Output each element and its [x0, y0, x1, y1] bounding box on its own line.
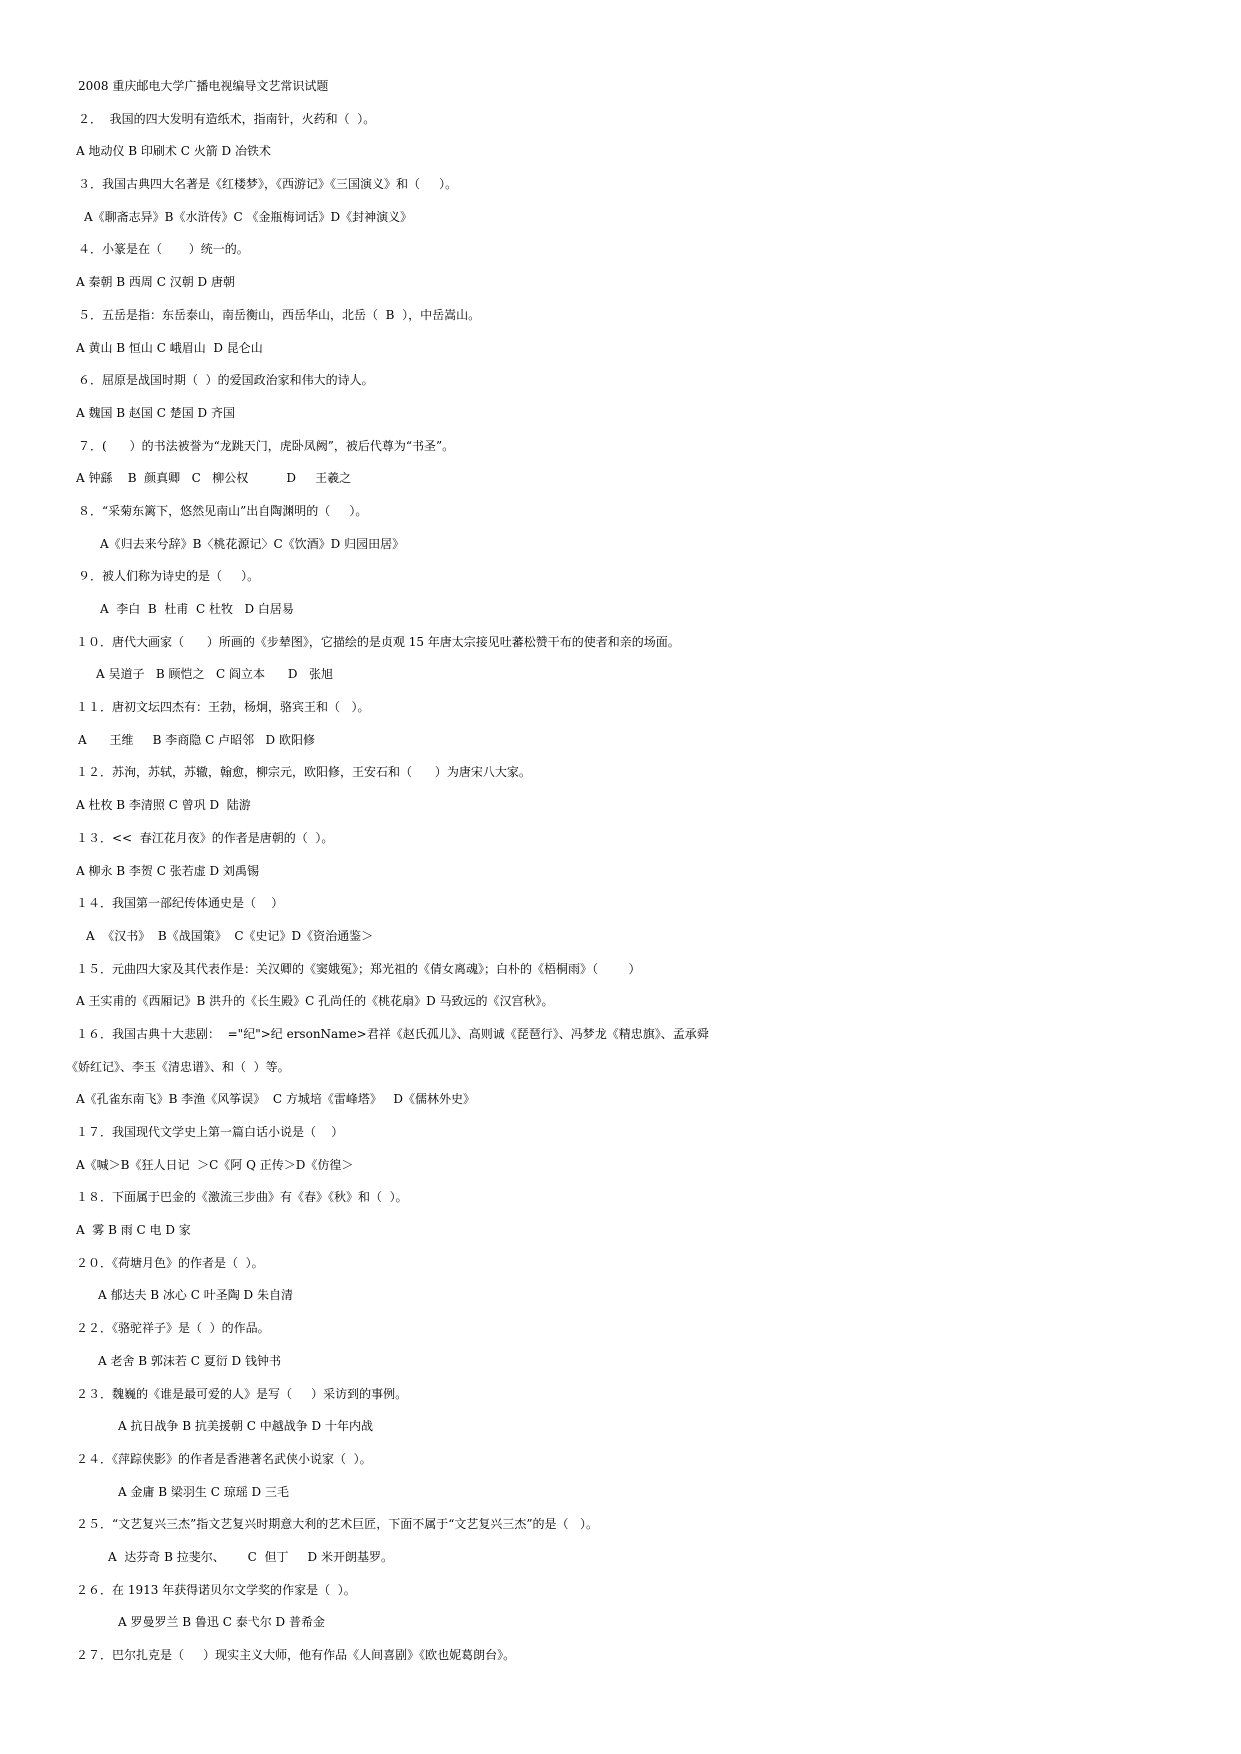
- text-line: A 达芬奇 B 拉斐尔、 C 但丁 D 米开朗基罗。: [108, 1549, 393, 1564]
- text-line: A 王维 B 李商隐 C 卢昭邻 D 欧阳修: [78, 732, 315, 747]
- text-line: ２． 我国的四大发明有造纸术，指南针，火药和（ ）。: [78, 111, 376, 126]
- text-line: ８．“采菊东篱下，悠然见南山”出自陶渊明的（ ）。: [78, 503, 368, 518]
- text-line: A《孔雀东南飞》B 李渔《风筝误》 C 方城培《雷峰塔》 D《儒林外史》: [76, 1092, 475, 1107]
- text-line: １４．我国第一部纪传体通史是（ ）: [76, 896, 284, 911]
- text-line: A 罗曼罗兰 B 鲁迅 C 泰弋尔 D 普希金: [118, 1615, 325, 1630]
- text-line: A 李白 B 杜甫 C 杜牧 D 白居易: [100, 602, 294, 616]
- text-line: ５．五岳是指：东岳泰山，南岳衡山，西岳华山，北岳（ B ），中岳嵩山。: [78, 307, 481, 322]
- text-line: ２２．《骆驼祥子》是（ ）的作品。: [76, 1321, 270, 1336]
- text-line: １２．苏洵，苏轼，苏辙，翰愈，柳宗元，欧阳修，王安石和（ ）为唐宋八大家。: [76, 765, 531, 780]
- text-line: A 雾 B 雨 C 电 D 家: [76, 1223, 191, 1238]
- text-line: A 吴道子 B 顾恺之 C 阎立本 D 张旭: [96, 667, 333, 682]
- document-body: [0, 70, 1241, 1672]
- text-line: １８．下面属于巴金的《激流三步曲》有《春》《秋》和（ ）。: [76, 1190, 408, 1205]
- text-line: A 《汉书》 B《战国策》 C《史记》D《资治通鉴＞: [86, 928, 374, 943]
- text-line: ４．小篆是在（ ）统一的。: [78, 242, 249, 257]
- text-line: A《喊＞B《狂人日记 ＞C《阿 Q 正传＞D《仿徨＞: [76, 1157, 354, 1172]
- text-line: A 黄山 B 恒山 C 峨眉山 D 昆仑山: [76, 340, 263, 355]
- text-line: ２０．《荷塘月色》的作者是（ ）。: [76, 1255, 264, 1270]
- document-title: 2008 重庆邮电大学广播电视编导文艺常识试题: [78, 79, 329, 93]
- text-line: ２７．巴尔扎克是（ ）现实主义大师，他有作品《人间喜剧》《欧也妮葛朗台》。: [76, 1648, 516, 1662]
- text-line: A 杜枚 B 李清照 C 曾巩 D 陆游: [76, 798, 251, 813]
- text-line: A 郁达夫 B 冰心 C 叶圣陶 D 朱自清: [98, 1288, 293, 1303]
- text-line: ６．屈原是战国时期（ ）的爱国政治家和伟大的诗人。: [78, 373, 374, 388]
- text-line: A 抗日战争 B 抗美援朝 C 中越战争 D 十年内战: [118, 1419, 373, 1434]
- text-line: １３．<< 春江花月夜》的作者是唐朝的（ ）。: [76, 830, 334, 845]
- text-line: A 老舍 B 郭沫若 C 夏衍 D 钱钟书: [98, 1353, 281, 1368]
- text-line: A 柳永 B 李贺 C 张若虚 D 刘禹锡: [76, 863, 259, 878]
- text-line: A 地动仪 B 印刷术 C 火箭 D 冶铁术: [76, 144, 271, 159]
- text-line: １５．元曲四大家及其代表作是：关汉卿的《窦娥冤》；郑光祖的《倩女离魂》；白朴的《梧桐雨》（ ）: [76, 961, 641, 976]
- text-line: 《娇红记》、李玉《清忠谱》、和（ ）等。: [66, 1059, 290, 1074]
- text-line: A《聊斋志异》B《水浒传》C 《金瓶梅词话》D《封神演义》: [84, 209, 413, 224]
- text-line: １７．我国现代文学史上第一篇白话小说是（ ）: [76, 1125, 344, 1139]
- text-line: ７．( ）的书法被誉为“龙跳天门，虎卧凤阙”，被后代尊为“书圣”。: [78, 438, 455, 453]
- text-line: A 金庸 B 梁羽生 C 琼瑶 D 三毛: [118, 1484, 289, 1499]
- text-line: ２３．魏巍的《谁是最可爱的人》是写（ ）采访到的事例。: [76, 1386, 408, 1401]
- text-line: ３．我国古典四大名著是《红楼梦》，《西游记》《三国演义》和（ ）。: [78, 177, 458, 192]
- text-line: ２４．《萍踪侠影》的作者是香港著名武侠小说家（ ）。: [76, 1451, 372, 1466]
- text-line: A 王实甫的《西厢记》B 洪升的《长生殿》C 孔尚任的《桃花扇》D 马致远的《汉宫秋》。: [76, 994, 554, 1009]
- text-line: A 秦朝 B 西周 C 汉朝 D 唐朝: [76, 275, 235, 290]
- text-line: A《归去来兮辞》B〈桃花源记〉C《饮酒》D 归园田居》: [100, 536, 405, 551]
- text-line: A 钟繇 B 颜真卿 C 柳公权 D 王羲之: [76, 471, 352, 486]
- text-line: ９．被人们称为诗史的是（ ）。: [78, 569, 260, 584]
- text-line: ２５．“文艺复兴三杰”指文艺复兴时期意大利的艺术巨匠，下面不属于“文艺复兴三杰”的是（ ）。: [76, 1517, 598, 1532]
- text-line: １６．我国古典十大悲剧： ="纪">纪 ersonName>君祥《赵氏孤儿》、高则诚《琵琶行》、冯梦龙《精忠旗》、孟承舜: [76, 1026, 709, 1041]
- text-line: A 魏国 B 赵国 C 楚国 D 齐国: [76, 405, 235, 420]
- text-line: １０．唐代大画家（ ）所画的《步辇图》，它描绘的是贞观 15 年唐太宗接见吐蕃松赞干布的使者和亲的场面。: [76, 634, 680, 649]
- text-line: １１．唐初文坛四杰有：王勃，杨炯，骆宾王和（ ）。: [76, 700, 370, 715]
- text-line: ２６．在 1913 年获得诺贝尔文学奖的作家是（ ）。: [76, 1582, 356, 1597]
